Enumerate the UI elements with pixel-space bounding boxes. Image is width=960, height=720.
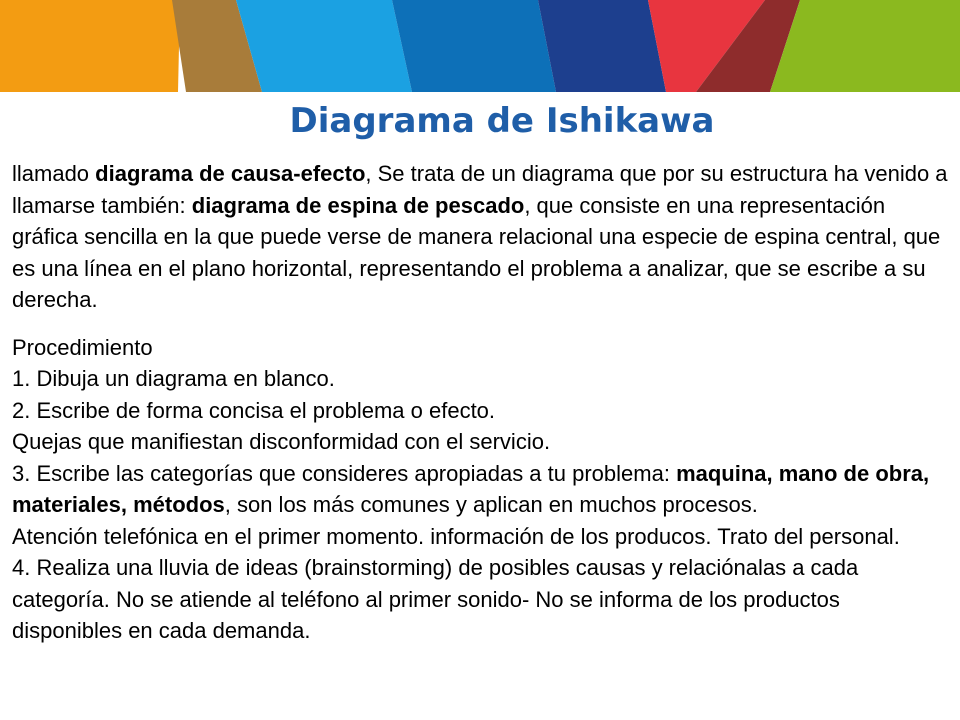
step-3-categories: maquina, mano de obra, materiales, métodos bbox=[12, 460, 930, 517]
intro-text-3: , que consiste en una representación gráfica sencilla en la que puede verse de manera relacional una especie de espina central, que es una línea en el plano horizontal, representando el problema a analizar, que se escribe a su derecha. bbox=[12, 192, 941, 312]
intro-paragraph bbox=[12, 158, 956, 316]
step-3-text-2: , son los más comunes y aplican en muchos procesos. bbox=[224, 492, 758, 517]
banner-stripe-blue bbox=[392, 0, 556, 92]
intro-bold-2: diagrama de espina de pescado bbox=[191, 192, 525, 218]
step-3-text-1: 3. Escribe las categorías que consideres apropiadas a tu problema: bbox=[12, 460, 677, 486]
procedure-step-3-example: Atención telefónica en el primer momento. información de los producos. Trato del personal. bbox=[12, 523, 900, 549]
banner-stripe-orange bbox=[0, 0, 180, 92]
procedure-step-4: 4. Realiza una lluvia de ideas (brainstorming) de posibles causas y relaciónalas a cada categoría. No se atiende al teléfono al primer sonido- No se informa de los productos disponibles en cada demanda. bbox=[12, 555, 859, 643]
decorative-banner bbox=[0, 0, 960, 92]
intro-text-2: , Se trata de un diagrama que por su estructura ha venido a llamarse también: bbox=[12, 161, 948, 218]
procedure-heading: Procedimiento bbox=[12, 334, 153, 360]
banner-stripe-lightblue bbox=[236, 0, 412, 92]
slide-title: Diagrama de Ishikawa bbox=[289, 101, 715, 141]
intro-bold-1: diagrama de causa-efecto bbox=[95, 161, 366, 186]
intro-text-1: llamado bbox=[12, 161, 96, 186]
slide-body bbox=[12, 158, 956, 647]
procedure-step-2: 2. Escribe de forma concisa el problema o efecto. bbox=[12, 397, 496, 423]
banner-stripe-navy bbox=[538, 0, 666, 92]
procedure-step-3 bbox=[12, 458, 956, 521]
procedure-step-1: 1. Dibuja un diagrama en blanco. bbox=[12, 366, 335, 391]
procedure-step-2-example: Quejas que manifiestan disconformidad con el servicio. bbox=[12, 429, 551, 454]
banner-stripe-green bbox=[770, 0, 960, 92]
